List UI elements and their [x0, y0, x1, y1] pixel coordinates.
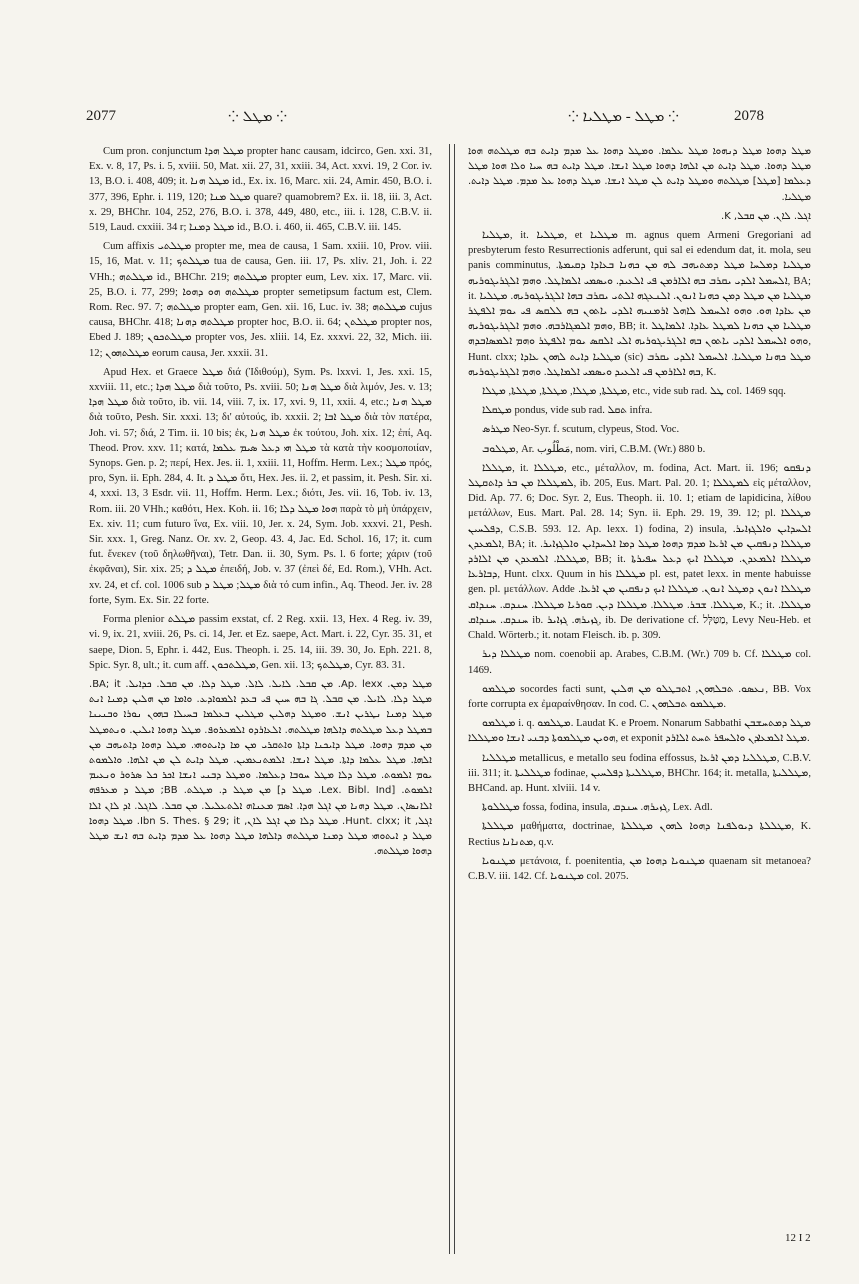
page-header — [0, 108, 859, 138]
entry-paragraph: ܡܛܠܘܒ, Ar. مَطْلُوب, nom. viri, C.B.M. (Wr.) 880 b. — [482, 443, 706, 455]
entry-paragraph: ܡܛܠܝܐ, it. ܡܛܠܝܐ, et ܡܛܠܝܐ m. agnus quem Armeni Gregoriani ad presbyterum festo Resurrectionis adferunt, qui sal ei edendum dat, it. mola, seu panis comminutus, ܡܛܠܝܐ ܕܡܠܚܐ ܡܛܠ ܕܡܬܝܗܒ ܠܗ ܡܢ ܟܗܢܐ ܒܥܐܕܐ ܕܩܝܡܬܐ. ܐܠܚܡܠ ܐܠܕܝ ܝܩܪܒ ܒܗ ܐܠܐܪܡܢ ܦܝ ܐܠܥܝܕ. ܘܝܣܡܝ ܐܠܡܐܛܠ. ܘܗܡ ܐܠܓܪܝܓܘܪܝܗ, BA; it. ܡܛܠܝܐ ܡܢ ܡܛܠ ܕܡܢ ܟܗܢܐ ܐܢܘܢ. ܐܠܢܥܓܗ ܐܠܬܝ ܝܩܪܒ ܒܗܐ ܐܠܓܪܝܓܘܪܝܗ. ܡܛܠܝܐ ܡܢ ܥܐܕܐ ܗܘ. ܘܗܘ ܐܠܚܡܠ ܠܐܗܠ ܐܪܡܢܝܗ ܐܠܕܝ ܝܐܬܘܢ ܒܗ ܠܠܩܣ ܦܝ ܝܘܡ ܐܠܦܛܪ ܘܗܡ ܐܠܡܓܐܪܒܗ. ܘܗܡ ܐܠܓܪܝܓܘܪܝܗ, BB; it. ܡܛܠܝܐ ܡܢ ܟܗܢܐ ܠܡܛܠ ܥܐܕܐ. ܐܠܡܐܛܠ ܘܗܘ ܐܠܚܡܠ ܐܠܕܝ ܝܐܬܘܢ ܒܗ ܐܠܓܪܝܓܘܪܝܗ ܐܠܝ ܐܠܩܣ ܝܘܡ ܐܠܦܛܪ ܘܗܡ ܐܠܡܣܐܒܕܗ, Hunt. clxx; ܡܛܠܝܐ ܕܐܝܬ ܠܗܘܢ ܥܐܕܐ (sic) ܡܛܠ ܟܗܢܐ ܡܛܠܝܐ. ܐܠܚܡܠ ܐܠܕܝ ܝܩܪܒ ܒܗ ܐܠܐܪܡܢ ܦܝ ܐܠܥܝܕ ܘܝܣܡܝ ܐܠܡܐܛܠ. ܘܗܡ ܐܠܓܪܝܓܘܪܝܗ, K. — [468, 230, 811, 378]
entry-paragraph: ܡܛܠܠܝܐ metallicus, e metallo seu fodina effossus, ܡܛܠܠܝܐ ܕܡܢ ܐܪܥܐ, C.B.V. iii. 311; it. ܡܛܠܠܝܬܐ fodinae, ܡܛܠܠܝܬܐ ܕܦܠܚܝܢ, BHChr. 164; it. metalla, ܡܛܠܠܝܬܐ, BHCand. ap. Hunt. xlviii. 14 v. — [468, 752, 811, 794]
entry-paragraph: ܡܛܩܠܐ pondus, vide sub rad. ܬܩܠ infra. — [482, 405, 653, 417]
column-divider — [449, 144, 455, 1254]
entry-paragraph: ܡܛܠܠܐ, it. ܡܛܠܠܐ, etc., μέταλλον, m. fodina, Act. Mart. ii. 196; ܕܢܦܩܘ ܠܡܛܠܠܐ ܡܢ ܒܪ ܕܐܬܩܛܠ, ib. 205, Eus. Mart. Pal. 20. 1; ܠܡܛܠܠܐ εἰς μέταλλον, Did. Ap. 77. 6; Doc. Syr. 2, Eus. Theoph. ii. 10. 1; etiam de lapidicina, λίθου μετάλλων, Eus. Mart. Pal. 28. 14; Syn. ii. Eph. 29. 19, 39. 12; pl. ܡܛܠܠܐ ܕܦܠܚܝܢ, C.S.B. 593. 12. Ap. lexx. 1) fodina, 2) insula, ܐܠܚܕܐܝܢ ܘܐܠܓܙܐܝܪ. ܐܠܡܥܕܢ, BA; it. ܡܛܠܠܐ ܕܢܦܩܝܢ ܡܢ ܐܪܥܐ ܡܕܡ ܕܗܘܐ ܡܛܠ ܕܡܐ ܐܠܚܕܐܝܢ ܘܐܠܓܙܐܝܪ. ܡܛܠܠܐ. ܐܠܡܥܕܢ ܡܢ ܐܠܐܪܕ, BB; it. ܡܛܠܠܐ ܐܠܡܥܕܢ. ܡܛܠܠܐ ܐܝܟ ܕܥܠ ܚܦܝܪܬܐ ܕܒܐܪܥܐ, Hunt. clxx. Quum in his ܡܛܠܠܐ pl. est, patet lexx. in mente habuisse gen. pl. μετάλλων. Adde ܡܛܠܠܐ ܐܢܘܢ ܕܡܛܠ ܐܢܘܢ. ܡܛܠܠܐ ܐܝܟ ܕܢܦܩܝܢ ܡܢ ܐܪܥܐ. ܡܛܠܠܐ. ܫܒܪ. ܡܛܠܠܐ. ܡܛܠܠܐ ܕܝܢ. ܩܘܪܝܐ ܡܛܠܠܐ. ܚܢܕܩ. ܚܢܕܐܩ, K.; it. ܡܛܠܠܐ. ܚܢܕܩ. ܚܢܕܐܩ ib. ܓܙܝܪܗ. ܓܙܐܝܪ, ib. De derivatione cf. מַטַּלְּל, Levy Neu-Heb. et Chald. Wörterb.; it. notam Fleisch. ib. p. 309. — [468, 462, 811, 642]
page-number-left: 2077 — [86, 108, 116, 124]
running-head-right: ⁘ ܡܛܠ - ܡܛܠܝܐ ⁘ — [568, 109, 680, 125]
syriac-continuation-block: ܡܛܠ ܕܗܘܐ ܡܛܠ ܕܢܗܘܐ ܡܛܠ ܥܠܡܐ. ܘܡܛܠ ܕܗܘܐ ܥܠ ܡܕܡ ܕܐܝܬ ܒܗ ܡܛܠܬܗ ܗܘܐ ܡܛܠ ܕܗܘܐ. ܡܛܠ ܕܐܝܬ ܡܢ ܐܠܗܐ ܕܗܘܐ ܡܛܠ ܐܢܫܐ. ܡܛܠ ܕܐܝܬ ܒܗ ܚܝܐ ܘܠܐ ܗܘܐ ܡܛܠ ܕܥܠܡܐ [ܡܛܠ] ܡܛܠܬܗ ܘܡܛܠ ܕܐܝܬ ܠܢ ܡܛܠ ܐܢܫܐ. ܡܛܠ ܕܗܘܐ ܥܠ ܡܕܡ. ܡܛܠ ܕܐܝܬ. ܡܛܠܝܐ. — [468, 146, 811, 203]
entry-paragraph: Forma plenior ܡܛܠܬ passim exstat, cf. 2 Reg. xxii. 13, Hex. 4 Reg. iv. 39, vi. 9, ix. 21, xviii. 26, Ps. ci. 14, Jer. et Ez. saepe, Act. Mart. i. 22, Cyr. 35. 31, et saepe, Dion. 5, Ephr. i. 442, Eus. Theoph. i. 25. 14, iii. 39. 30, Jo. Eph. 221. 8, Spic. Syr. 8, ult.; it. cum aff. ܡܛܠܬܟܘܢ, Gen. xii. 13; ܡܛܠܬܟ, Cyr. 83. 31. — [89, 614, 433, 671]
running-head-left: ⁘ ܡܛܠ ⁘ — [228, 109, 288, 125]
entry-paragraph: ܡܛܠܡܘ i. q. ܡܛܠܡܘ. Laudat K. e Proem. Nonarum Sabbathi ܡܛܠ ܕܡܬܚܫܒܢ ܗܘܝܢ ܡܛܠܡܘܬܐ ܕܒܢܝ ܐܢܫܐ ܘܡܛܠܠܐ, et exponit ܡܛܠ ܐܠܡܥܐܕܢ ܘܐܠܚܦܪ ܬܚܬ ܐܠܐܪܕ. — [468, 718, 811, 745]
printer-signature: 12 I 2 — [785, 1232, 811, 1244]
entry-paragraph: ܡܛܠܠܘܬܐ fossa, fodina, insula, ܓܙܝܪܗ. ܚܢܕܩ, Lex. Adl. — [482, 802, 713, 814]
syriac-lexicon-block: ܡܛܠ ܕܡܢ. Ap. lexx. ܡܢ ܩܒܠ. ܠܐܝܠ. ܠܐܠ. ܡܛܠ ܕܠܐ. ܡܢ ܩܒܠ. ܟܕܐܝܠ. BA; it. ܡܛܠ ܕܠܐ. ܠܐܝܠ. ܡܢ ܩܒܠ. ܓܐ ܒܗ ܚܝܢ ܦܝ ܒܥܕ ܐܠܡܘܐܕܥ. ܘܐܡܐ ܡܢ ܗܠܝܢ ܕܡܢܐ ܐܢܬ ܡܛܠ ܕܡܢܐ ܢܛܪܝܢ ܐܢܫ. ܘܡܛܠ ܕܗܠܝܢ ܡܛܠܝܢ ܒܥܠܡܐ ܒܚܝܠܐ ܒܗܘܢ ܢܘܪܐ ܘܒܢܝܢܐ ܒܡܛܠ ܕܥܠ ܡܛܠܬܗ ܕܐܠܗܐ ܡܛܠܬܗ. ܐܠܥܐܪܕܘ ܐܠܡܥܪܘܦ. ܡܛܠ ܕܗܘܐ ܐܝܠܝܢ. ܘܢܬܡܛܠ ܡܢ ܡܕܡ ܕܗܘܐ. ܡܛܠ ܕܐܝܟܢܐ ܕܐܬܐ ܘܐܬܩܪܝ ܡܢ ܡܐ ܕܐܝܬܘܗܝ. ܡܛܠ ܕܗܘܐ ܕܐܬܝܗܒ ܡܢ ܐܠܗܐ. ܡܛܠ ܥܠܡܐ ܕܐܬܐ. ܡܛܠ ܐܢܫܐ. ܐܠܡܬܢܥܡܝܢ. ܡܛܠ ܕܐܝܬ ܠܢ ܡܢ ܐܠܗܐ. ܘܐܠܡܘܬ ܝܘܡ ܐܠܡܘܬ. ܡܛܠ ܕܠܐ ܡܛܠ ܚܘܒܐ ܕܥܠܡܐ. ܘܡܛܠ ܕܒܢܝ ܐܢܫܐ ܐܟܪ ܟܠ ܣܪܘܪ ܘܢܥܝܡ ܐܠܡܘܬ. [Lex. Bibl. Ind. ܡܛܠ ܕ] ܡܢ ܡܛܠ ܕ. ܡܛܠܬ. BB; ܡܛܠ ܕ ܡܥܪܦܗ ܐܠܐܢܣܐܢ. ܡܛܠ ܕܗܢܐ ܡܢ ܐܓܠ ܗܕܐ. ܐܣܡ ܡܥܢܐܗ ܐܠܬܥܠܝܠ. ܡܢ ܩܒܠ. ܠܐܓܠ. ܐܕ ܠܐܢ ܐܠܐ ܐܓܠ, Hunt. clxx; it. ܡܛܠ ܕܠܐ ܡܢ ܐܓܠ ܠܐܢ, Ibn S. Thes. § 29; it. ܡܛܠ ܕܗܘܐ ܡܛܠ ܕ ܐܝܬܘܗܝ ܡܛܠ ܕܡܢܐ ܡܛܠܬܗ ܕܐܠܗܐ ܡܛܠ ܕܗܘܐ ܥܠ ܡܕܡ ܕܐܝܬ ܒܗ ܐܢܫ ܡܛܠ ܕܗܘܐ ܡܛܠܬܗ. — [89, 678, 433, 858]
entry-paragraph: Cum affixis ܡܛܠܬܝ propter me, mea de causa, 1 Sam. xxiii. 10, Prov. viii. 15, 16, Mat. v. 11; ܡܛܠܬܟ tua de causa, Gen. iii. 17, Ps. xliv. 21, Joh. i. 22 VHh.; ܡܛܠܬܗ id., BHChr. 219; ܡܛܠܬܗ propter eum, Lev. xix. 17, Marc. vii. 25, B.O. i. 77, 299; ܡܛܠܬܗ ܗܘ ܕܗܘܐ propter semetipsum factum est, Clem. Rom. Rec. 97. 7; ܡܛܠܬܗ propter eam, Gen. xii. 16, Luc. iv. 38; ܡܛܠܬܗ cujus causa, BHChr. 418; ܡܛܠܬܗ ܕܗܢܐ propter hoc, B.O. ii. 64; ܡܛܠܬܢ propter nos, Ebed J. 189; ܡܛܠܬܟܘܢ propter vos, Jes. xliii. 14, Ez. xxxvi. 22, 32, Mich. iii. 12; ܡܛܠܬܗܘܢ eorum causa, Jer. xxxii. 31. — [89, 241, 433, 359]
page-number-right: 2078 — [734, 108, 764, 124]
left-column — [89, 144, 432, 863]
syriac-continuation-tail: ܐܓܠ. ܠܐܢ. ܡܢ ܩܒܠ, K. — [721, 210, 811, 222]
entry-paragraph: ܡܛܠܠܬܐ μαθήματα, doctrinae, ܡܛܠܠܬܐ ܕܝܘܠܦܢܐ ܕܗܘܐ ܠܗܘܢ ܡܛܠܠܬܐ, K. Rectius ܡܬܢܐܢܐ, q.v. — [468, 821, 811, 848]
entry-paragraph: ܡܛܠܠܐ ܕܝܪ nom. coenobii ap. Arabes, C.B.M. (Wr.) 709 b. Cf. ܡܛܠܠܐ col. 1469. — [468, 649, 811, 676]
entry-paragraph: ܡܛܠܬܐ, ܡܛܠܐ, ܡܛܠܬܐ, ܡܛܠܬܐ, ܡܛܠܐ, etc., vide sub rad. ܛܠ col. 1469 sqq. — [482, 386, 786, 398]
right-column — [468, 144, 811, 888]
entry-paragraph: ܡܛܪܣ Neo-Syr. f. scutum, clypeus, Stod. Voc. — [482, 424, 680, 436]
entry-paragraph: Cum pron. conjunctum ܡܛܠ ܗܕܐ propter hanc causam, idcirco, Gen. xxi. 31, Ex. v. 8, 17, Ps. i. 5, xviii. 50, Mat. xii. 27, 31, xxiii. 34, Act. xxvi. 19, 2 Cor. iv. 13, B.O. i. 408, 409; it. ܡܛܠ ܗܢܐ id., Ex. ix. 16, Marc. xii. 24, Amir. 450, B.O. i. 377, 396, Ephr. i. 119, 120; ܡܛܠ ܡܢܐ quare? quamobrem? Ex. ii. 18, iii. 3, Act. x. 29, BHChr. 104, 252, 276, B.O. i. 378, 449, 480, etc., iii. i. 128, C.B.V. ii. 519, Laud. cxxiii. 34 r; ܡܛܠ ܕܡܢܐ id., B.O. i. 460, ii. 465, C.B.V. iii. 145. — [89, 146, 432, 234]
entry-paragraph: ܡܛܠܡܘ socordes facti sunt, ܢܥܣܘ. ܬܒܠܗܘܢ, ܐܬܒܛܠܘ ܡܢ ܗܠܝܢ, BB. Vox forte corrupta ex ἐμαραίνθησαν. In cod. C. ܡܛܠܡܘ ܬܒܠܗܘܢ. — [468, 683, 811, 710]
entry-paragraph: Apud Hex. et Graece ܡܛܠ διά (Ἰδιθούμ), Sym. Ps. lxxvi. 1, Jes. xxi. 15, xxviii. 11, etc.; ܡܛܠ ܗܕܐ διὰ τοῦτο, Ps. xviii. 50; ܡܛܠ ܗܢܐ διὰ λιμόν, Jes. v. 13; ܡܛܠ ܗܕܐ διὰ τοῦτο, ib. vii. 14, viii. 7, ix. 17, xvi. 9, 11, xxii. 4, etc.; ܡܛܠ ܗܢܐ διὰ τοῦτο, Pesh. Sir. xxxi. 13; δι' αὐτούς, ib. xxxii. 2; ܡܛܠ ܐܒܐ διὰ τὸν πατέρα, Joh. vi. 57; διά, 2 Tim. ii. 10 bis; ἐκ, ܡܛܠ ܗܢܐ ἐκ τούτου, Joh. xix. 12; ἐπί, Aq. Theod. Prov. xxv. 11; κατά, ܡܛܠ ܗܝ ܕܥܠ ܣܝܡ ܥܠܡܐ τὰ κατὰ τὴν κοσμοποιίαν, Synops. Gen. p. 2; περί, Hex. Jes. ii. 1, xxiii. 11, Hoffm. Herm. Lex.; ܡܛܠ πρός, pro, Syn. ii. Eph. 284, 4. It. ܡܛܠ ܕ ὅτι, Hex. Jes. ii. 2, et passim, it. Pesh. Sir. xi. 4, xxxi. 13, 3 Esdr. vii. 11, Hoffm. Herm. Lex.; διότι, Jes. vii. 16, Tob. iv. 13, Rom. iii. 20 VHh.; καθότι, Hex. Koh. ii. 16; ܗܘܐ ܡܛܠ ܕܠܐ παρὰ τὸ μὴ ὑπάρχειν, Ex. xiv. 11; cum futuro ἵνα, Ex. viii. 10, Jer. x. 24, Sym. Job. xxxvi. 21, Pesh. Sir. xxx. 1, Greg. Nanz. Or. xv. 2, Geop. 43. 4, Jac. Ed. Schol. 16, 17; it. cum fut. ἕνεκεν (τοῦ δηλωθῆναι), Tetr. Dan. ii. 30, Sym. Ps. l. 6 forte; χάριν (τοῦ ἐκφᾶναι), Sir. xix. 25; ܡܛܠ ܕ ἐπειδή, Job. v. 37 (ἐπεὶ δέ, Ed. Rom.), VHh. Act. xv. 24, et cf. col. 1006 sub ܡܛܠ; ܡܛܠ ܕ διὰ τό cum infin., Aq. Theod. Jer. iv. 28 forte, Sym. Ex. Sir. 22 forte. — [89, 366, 433, 606]
entry-paragraph: ܡܛܢܘܝܐ μετάνοια, f. poenitentia, ܡܛܢܘܝܐ ܕܗܘܐ ܡܢ quaenam sit metanoea? C.B.V. iii. 142. Cf. ܡܛܢܘܝܐ col. 2075. — [468, 855, 811, 882]
